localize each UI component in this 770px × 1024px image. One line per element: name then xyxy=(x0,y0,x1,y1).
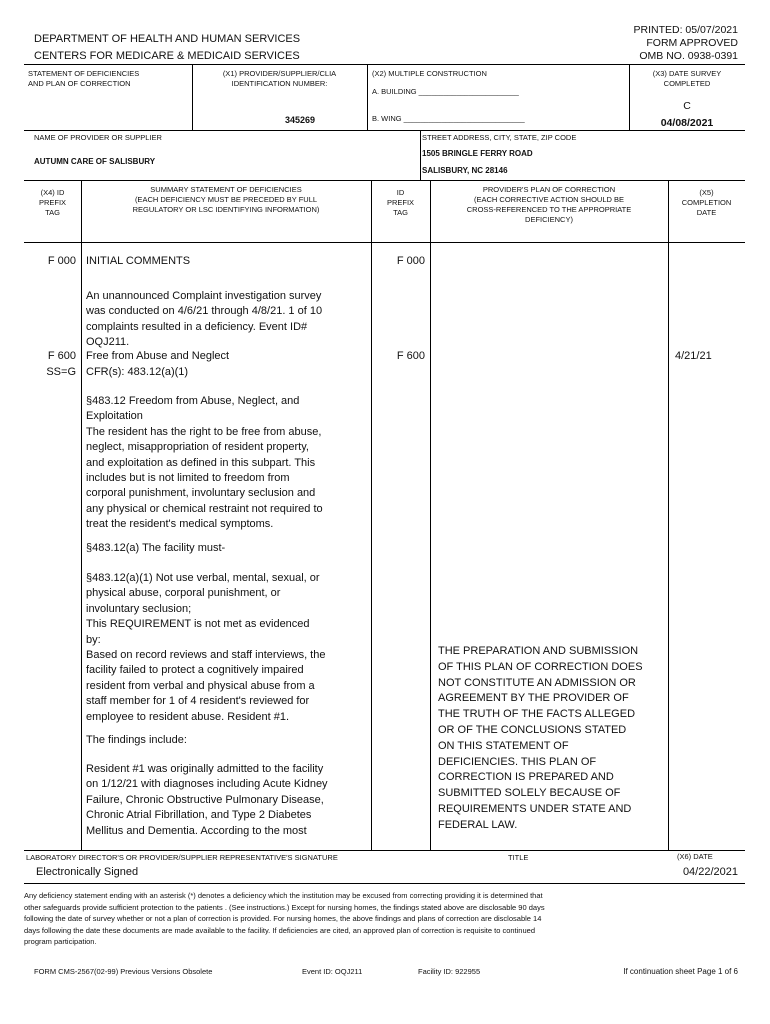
plan-of-correction-text: THE PREPARATION AND SUBMISSION OF THIS PLAN OF CORRECTION DOES NOT CONSTITUTE AN ADMISSION OR AGREEMENT BY THE PROVIDER OF THE TRUTH OF THE FACTS ALLEGED OR OF THE CONCLUSIONS STATED ON THIS STATEMENT OF DEFICIENCIES. THIS PLAN OF CORRECTION IS PREPARED AND SUBMITTED SOLELY BECAUSE OF REQUIREMENTS UNDER STATE AND FEDERAL LAW. xyxy=(438,645,643,831)
survey-date: 04/08/2021 xyxy=(660,117,714,129)
department-title: DEPARTMENT OF HEALTH AND HUMAN SERVICES xyxy=(34,33,301,45)
rule xyxy=(371,180,372,850)
rule xyxy=(24,180,745,181)
regulation-paragraph: §483.12 Freedom from Abuse, Neglect, and Exploitation The resident has the right to be free from abuse, neglect, misappropriation of resident property, and exploitation as defined in this subpart. This includes but is not limited to freedom from corporal punishment, involuntary seclusion and any physical or chemical restraint not required to treat the resident's medical symptoms. xyxy=(86,395,323,531)
form-approved: FORM APPROVED xyxy=(646,37,738,49)
printed-date: PRINTED: 05/07/2021 xyxy=(633,24,738,36)
signature-label: LABORATORY DIRECTOR'S OR PROVIDER/SUPPLIER REPRESENTATIVE'S SIGNATURE xyxy=(26,853,338,862)
city-state-zip: SALISBURY, NC 28146 xyxy=(422,166,508,175)
rule xyxy=(24,242,745,243)
form-id: FORM CMS-2567(02-99) Previous Versions Obsolete xyxy=(34,967,213,976)
col-id-header: ID PREFIX TAG xyxy=(386,188,415,217)
rule xyxy=(668,180,669,850)
title-label: TITLE xyxy=(508,853,529,862)
event-id: Event ID: OQJ211 xyxy=(302,967,363,976)
findings-label: The findings include: xyxy=(86,734,187,746)
col-x4-header: (X4) ID PREFIX TAG xyxy=(38,188,67,217)
initial-comments-title: INITIAL COMMENTS xyxy=(86,255,191,267)
rule xyxy=(81,180,82,850)
deficiency-title: Free from Abuse and Neglect xyxy=(86,350,230,362)
id-f000: F 000 xyxy=(396,255,425,267)
rule xyxy=(24,64,745,65)
resident-paragraph: Resident #1 was originally admitted to the facility on 1/12/21 with diagnoses including Acute Kidney Failure, Chronic Obstructive Pulmonary Disease, Chronic Atrial Fibrillation, and Type 2 Diabetes Mellitus and Dementia. According to the most xyxy=(86,763,328,837)
x1-label: (X1) PROVIDER/SUPPLIER/CLIA IDENTIFICATION NUMBER: xyxy=(222,69,337,88)
wing-line: B. WING _____________________________ xyxy=(372,114,525,123)
tag-f600: F 600 xyxy=(47,350,76,362)
col-x5-header: (X5) COMPLETION DATE xyxy=(681,188,732,217)
street-address: 1505 BRINGLE FERRY ROAD xyxy=(422,149,533,158)
tag-f000: F 000 xyxy=(47,255,76,267)
address-label: STREET ADDRESS, CITY, STATE, ZIP CODE xyxy=(422,133,577,142)
survey-paragraph: An unannounced Complaint investigation survey was conducted on 4/6/21 through 4/8/21. 1 of 10 complaints resulted in a deficiency. Event ID# OQJ211. xyxy=(86,290,323,349)
x2-label: (X2) MULTIPLE CONSTRUCTION xyxy=(372,69,487,78)
omb-number: OMB NO. 0938-0391 xyxy=(639,50,738,62)
page-indicator: If continuation sheet Page 1 of 6 xyxy=(623,967,738,976)
provider-label: NAME OF PROVIDER OR SUPPLIER xyxy=(34,133,162,142)
rule xyxy=(24,883,745,884)
rule xyxy=(430,180,431,850)
completion-date: 4/21/21 xyxy=(675,350,712,362)
cfr-citation: CFR(s): 483.12(a)(1) xyxy=(86,366,189,378)
id-f600: F 600 xyxy=(396,350,425,362)
provider-id: 345269 xyxy=(284,115,316,125)
requirement-paragraph: §483.12(a)(1) Not use verbal, mental, sexual, or physical abuse, corporal punishment, or involuntary seclusion; This REQUIREMENT is not met as evidenced by: Based on record reviews and staff interviews, the facility failed to protect a cognitively impaired resident from verbal and physical abuse from a staff member for 1 of 4 resident's reviewed for employee to resident abuse. Resident #1. xyxy=(86,572,326,723)
signature-value: Electronically Signed xyxy=(36,866,139,878)
signature-date: 04/22/2021 xyxy=(682,866,738,878)
x3-letter: C xyxy=(683,100,691,112)
rule xyxy=(24,850,745,851)
provider-name: AUTUMN CARE OF SALISBURY xyxy=(34,157,156,166)
rule xyxy=(24,130,745,131)
building-line: A. BUILDING ________________________ xyxy=(372,87,519,96)
x6-date-label: (X6) DATE xyxy=(677,852,713,861)
agency-title: CENTERS FOR MEDICARE & MEDICAID SERVICES xyxy=(34,50,300,62)
facility-id: Facility ID: 922955 xyxy=(418,967,481,976)
statement-label: STATEMENT OF DEFICIENCIES AND PLAN OF CORRECTION xyxy=(28,69,140,88)
rule xyxy=(420,130,421,180)
disclaimer-text: Any deficiency statement ending with an asterisk (*) denotes a deficiency which the institution may be excused from correcting providing it is determined that other safeguards provide sufficient protection to the patients . (See instructions.) Except for nursing homes, the findings stated above are disclosable 90 days following the date of survey whether or not a plan of correction is provided. For nursing homes, the above findings and plans of correction are disclosable 14 days following the date these documents are made available to the facility. If deficiencies are cited, an approved plan of correction is requisite to continued program participation. xyxy=(24,891,545,946)
col-plan-header: PROVIDER'S PLAN OF CORRECTION (EACH CORRECTIVE ACTION SHOULD BE CROSS-REFERENCED TO THE APPROPRIATE DEFICIENCY) xyxy=(466,185,632,224)
facility-must-paragraph: §483.12(a) The facility must- xyxy=(86,542,226,554)
x3-label: (X3) DATE SURVEY COMPLETED xyxy=(652,69,722,88)
scope-severity: SS=G xyxy=(46,366,76,378)
col-summary-header: SUMMARY STATEMENT OF DEFICIENCIES (EACH DEFICIENCY MUST BE PRECEDED BY FULL REGULATORY OR LSC IDENTIFYING INFORMATION) xyxy=(132,185,320,214)
